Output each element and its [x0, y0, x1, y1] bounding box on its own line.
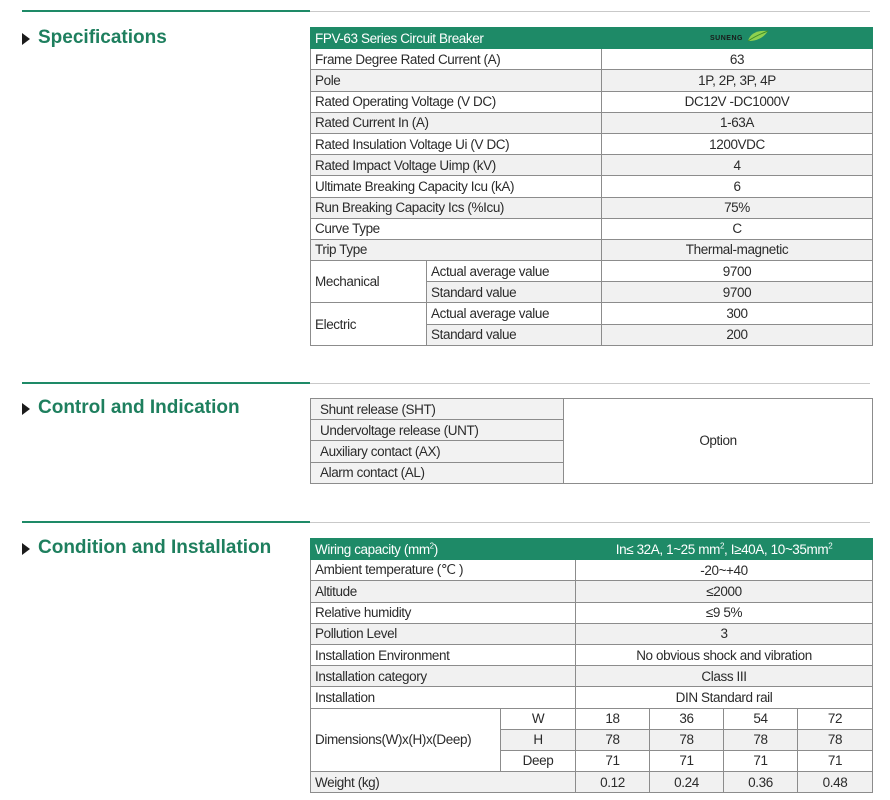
section-divider-specifications	[310, 11, 870, 12]
control-item: Undervoltage release (UNT)	[311, 420, 564, 441]
row-label: Altitude	[311, 581, 576, 602]
row-value: -20~+40	[576, 560, 873, 581]
row-label: Installation	[311, 687, 576, 708]
row-value: 6	[602, 176, 873, 197]
row-label: Pollution Level	[311, 623, 576, 644]
weight-value: 0.36	[724, 772, 798, 793]
dim-value: 36	[650, 708, 724, 729]
table-row	[311, 155, 873, 176]
bullet-triangle-icon	[22, 403, 30, 415]
dim-value: 78	[576, 729, 650, 750]
dim-value: 71	[650, 750, 724, 771]
control-item: Shunt release (SHT)	[311, 399, 564, 420]
table-header-row	[311, 28, 873, 49]
row-value: 9700	[602, 261, 873, 282]
wiring-value-b: , I≥40A, 10~35mm	[724, 541, 829, 557]
brand-logo	[702, 29, 772, 47]
table-row	[311, 239, 873, 260]
row-value: No obvious shock and vibration	[576, 644, 873, 665]
table-row	[311, 666, 873, 687]
table-row	[311, 70, 873, 91]
row-label: Rated Insulation Voltage Ui (V DC)	[311, 133, 602, 154]
dim-value: 18	[576, 708, 650, 729]
row-value: 75%	[602, 197, 873, 218]
row-value: C	[602, 218, 873, 239]
table-row	[311, 49, 873, 70]
row-value: DIN Standard rail	[576, 687, 873, 708]
dim-value: 71	[576, 750, 650, 771]
row-label: Ambient temperature (℃ )	[311, 560, 576, 581]
section-title-text: Specifications	[38, 27, 167, 48]
row-label: Trip Type	[311, 239, 602, 260]
section-title-specifications	[22, 27, 167, 49]
table-header-row	[311, 539, 873, 560]
electric-label: Electric	[311, 303, 427, 345]
row-label: Run Breaking Capacity Ics (%Icu)	[311, 197, 602, 218]
row-label: Rated Operating Voltage (V DC)	[311, 91, 602, 112]
weight-value: 0.48	[798, 772, 873, 793]
dim-label-h: H	[501, 729, 576, 750]
row-label: Ultimate Breaking Capacity Icu (kA)	[311, 176, 602, 197]
table-row	[311, 687, 873, 708]
wiring-capacity-label	[311, 539, 576, 560]
table-row	[311, 261, 873, 282]
row-value: 1-63A	[602, 112, 873, 133]
table-row	[311, 197, 873, 218]
wiring-value-a: In≤ 32A, 1~25 mm	[615, 541, 720, 557]
condition-table	[310, 538, 873, 793]
leaf-icon	[746, 29, 772, 43]
row-label: Rated Current In (A)	[311, 112, 602, 133]
row-value: ≤2000	[576, 581, 873, 602]
dim-label-w: W	[501, 708, 576, 729]
row-label: Rated Impact Voltage Uimp (kV)	[311, 155, 602, 176]
section-rule-control	[22, 382, 310, 384]
row-label: Curve Type	[311, 218, 602, 239]
sub-label: Standard value	[427, 324, 602, 345]
row-value: 3	[576, 623, 873, 644]
row-value: 300	[602, 303, 873, 324]
wiring-label-sup: 2	[429, 541, 434, 551]
table-row	[311, 581, 873, 602]
row-label: Pole	[311, 70, 602, 91]
row-value: 63	[602, 49, 873, 70]
row-label: Frame Degree Rated Current (A)	[311, 49, 602, 70]
dim-value: 71	[798, 750, 873, 771]
brand-name: SUNENG	[710, 35, 743, 43]
sub-label: Actual average value	[427, 303, 602, 324]
section-divider-control	[310, 383, 870, 384]
row-label: Relative humidity	[311, 602, 576, 623]
row-value: 9700	[602, 282, 873, 303]
row-value: 1200VDC	[602, 133, 873, 154]
table-row	[311, 303, 873, 324]
wiring-capacity-value	[576, 539, 873, 560]
weight-value: 0.24	[650, 772, 724, 793]
wiring-label-post: )	[433, 541, 438, 557]
section-title-control	[22, 397, 240, 419]
row-value: 4	[602, 155, 873, 176]
mechanical-label: Mechanical	[311, 261, 427, 303]
specifications-table	[310, 27, 873, 346]
table-row	[311, 644, 873, 665]
dim-label-deep: Deep	[501, 750, 576, 771]
section-title-text: Control and Indication	[38, 397, 240, 418]
row-value: Class III	[576, 666, 873, 687]
weight-label: Weight (kg)	[311, 772, 576, 793]
section-title-text: Condition and Installation	[38, 537, 272, 558]
series-header: FPV-63 Series Circuit Breaker	[311, 28, 602, 49]
table-row	[311, 772, 873, 793]
table-row	[311, 91, 873, 112]
section-rule-condition	[22, 521, 310, 523]
row-value: ≤9 5%	[576, 602, 873, 623]
row-value: 1P, 2P, 3P, 4P	[602, 70, 873, 91]
dim-value: 71	[724, 750, 798, 771]
dim-value: 72	[798, 708, 873, 729]
section-divider-condition	[310, 522, 870, 523]
section-title-condition	[22, 537, 271, 559]
weight-value: 0.12	[576, 772, 650, 793]
option-cell: Option	[564, 399, 873, 484]
table-row	[311, 708, 873, 729]
table-row	[311, 623, 873, 644]
control-item: Auxiliary contact (AX)	[311, 441, 564, 462]
dim-value: 78	[798, 729, 873, 750]
table-row	[311, 133, 873, 154]
table-row	[311, 399, 873, 420]
bullet-triangle-icon	[22, 33, 30, 45]
bullet-triangle-icon	[22, 543, 30, 555]
table-row	[311, 176, 873, 197]
row-value: Thermal-magnetic	[602, 239, 873, 260]
section-rule-specifications	[22, 10, 310, 12]
row-label: Installation category	[311, 666, 576, 687]
dimensions-label: Dimensions(W)x(H)x(Deep)	[311, 708, 501, 772]
table-row	[311, 602, 873, 623]
dim-value: 54	[724, 708, 798, 729]
dim-value: 78	[724, 729, 798, 750]
control-table	[310, 398, 873, 484]
sub-label: Standard value	[427, 282, 602, 303]
wiring-value-sup1: 2	[719, 541, 725, 551]
dim-value: 78	[650, 729, 724, 750]
wiring-value-sup2: 2	[828, 541, 833, 551]
brand-logo-cell	[602, 28, 873, 49]
row-label: Installation Environment	[311, 644, 576, 665]
table-row	[311, 560, 873, 581]
control-item: Alarm contact (AL)	[311, 462, 564, 483]
sub-label: Actual average value	[427, 261, 602, 282]
row-value: 200	[602, 324, 873, 345]
table-row	[311, 112, 873, 133]
table-row	[311, 218, 873, 239]
wiring-label-pre: Wiring capacity (mm	[315, 541, 430, 557]
row-value: DC12V -DC1000V	[602, 91, 873, 112]
